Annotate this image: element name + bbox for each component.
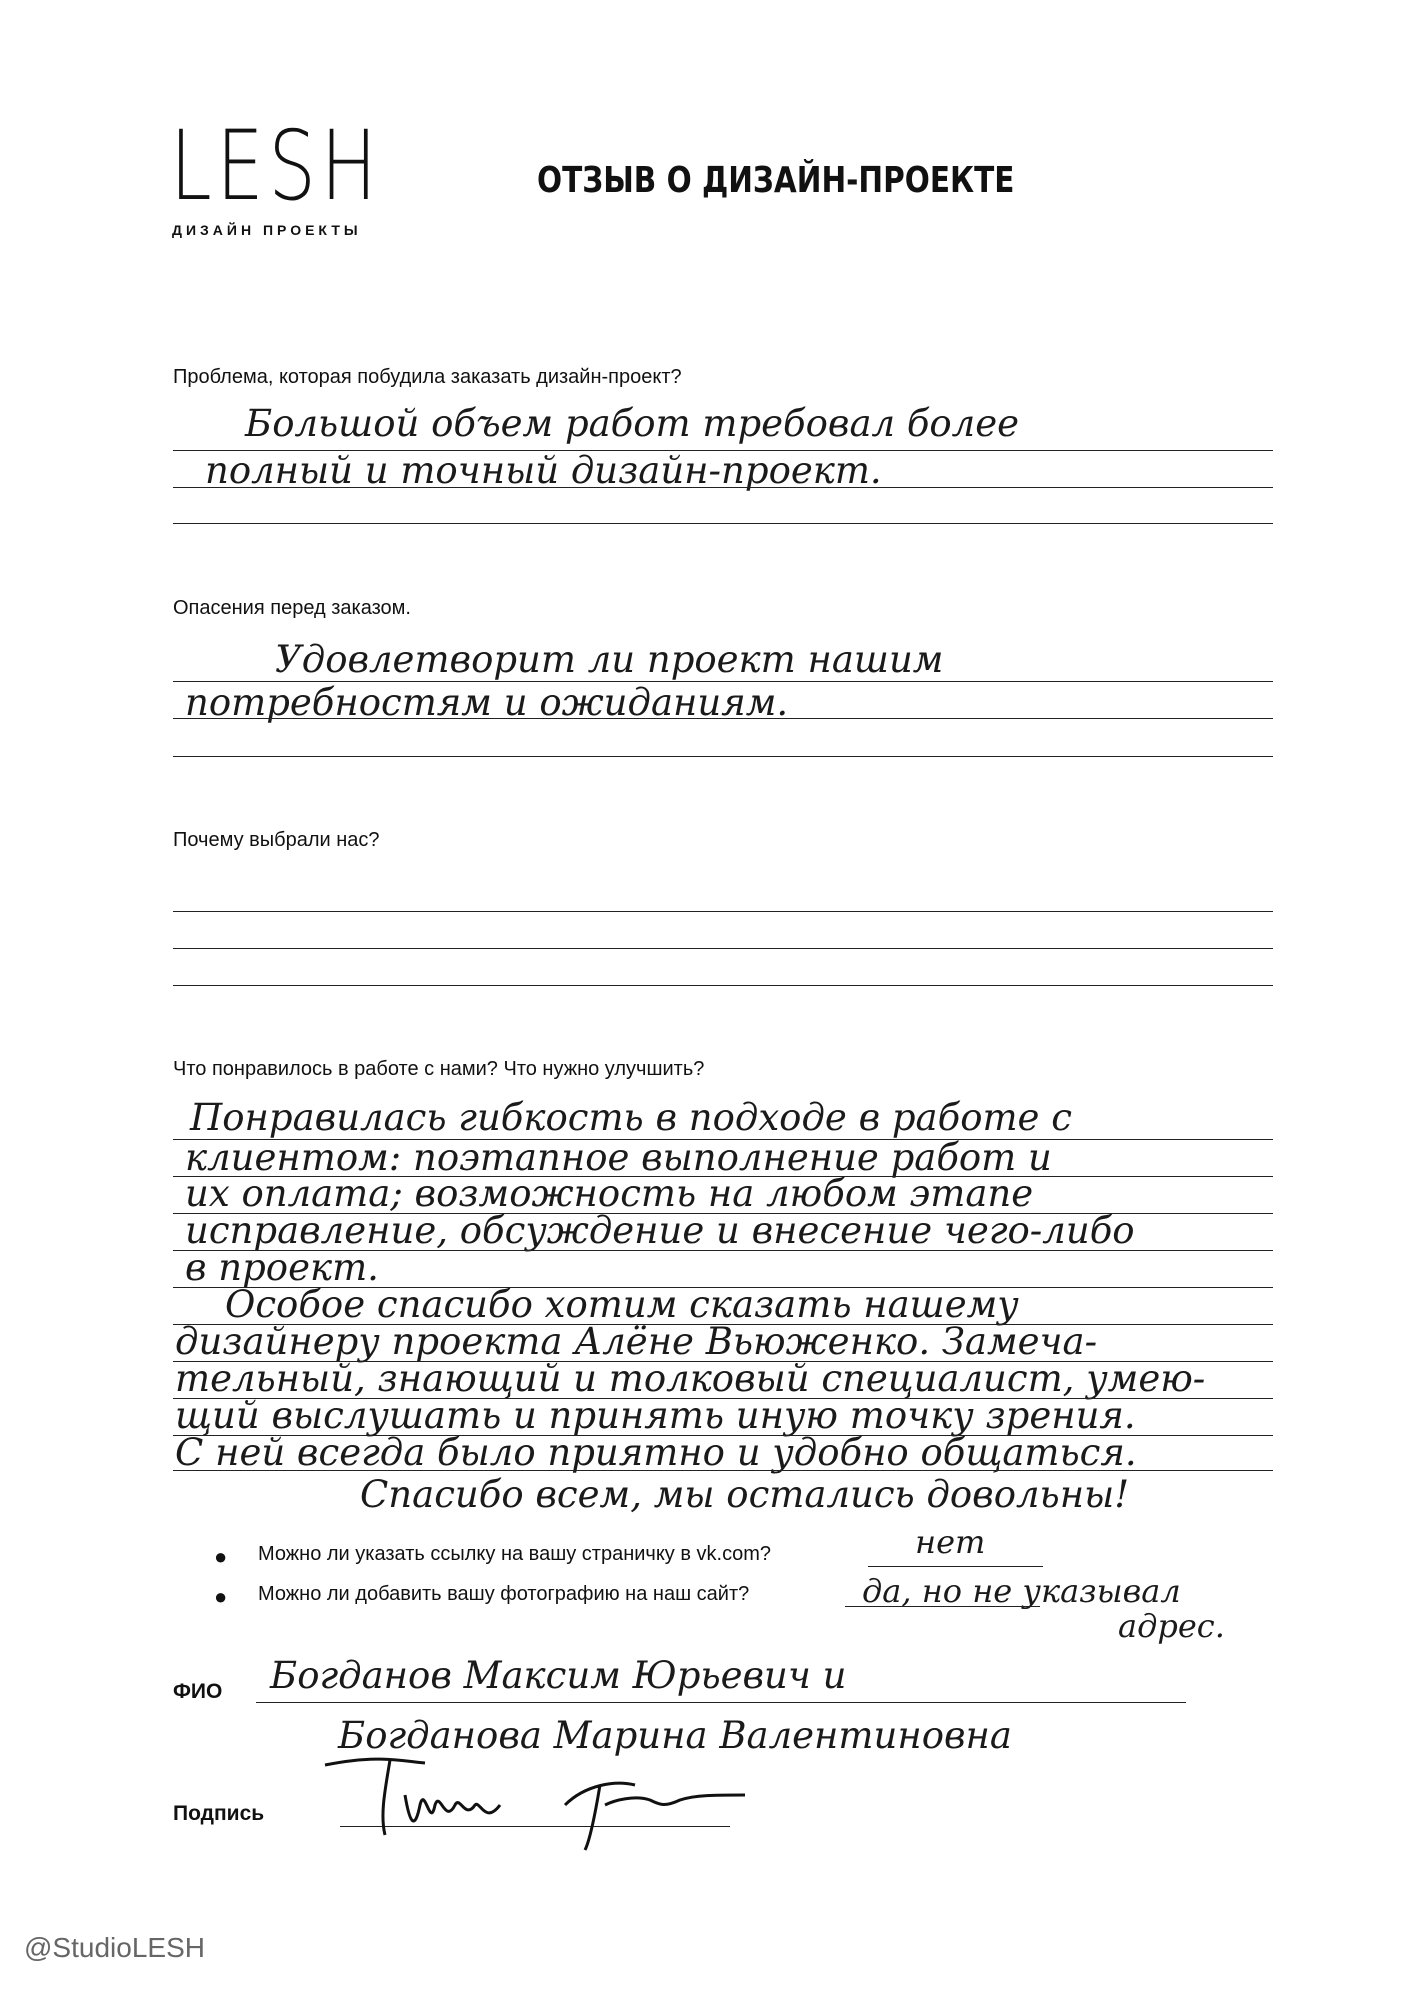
answer-rule — [173, 487, 1273, 488]
answer-photo-cont: адрес. — [1118, 1607, 1225, 1645]
answer-liked-line-2: клиентом: поэтапное выполнение работ и — [185, 1136, 1052, 1179]
question-photo: Можно ли добавить вашу фотографию на наш сайт? — [258, 1583, 750, 1605]
signature-label: Подпись — [173, 1802, 265, 1825]
answer-liked-line-6: Особое спасибо хотим сказать нашему — [225, 1283, 1019, 1326]
answer-liked-line-4: исправление, обсуждение и внесение чего-либо — [185, 1209, 1135, 1252]
watermark: @StudioLESH — [24, 1932, 205, 1963]
question-problem: Проблема, которая побудила заказать дизайн-проект? — [173, 366, 682, 388]
answer-concerns-line-2: потребностям и ожиданиям. — [185, 681, 789, 724]
answer-photo: да, но не указывал — [862, 1572, 1181, 1610]
answer-concerns-line-1: Удовлетворит ли проект нашим — [275, 638, 944, 681]
question-why-us: Почему выбрали нас? — [173, 829, 380, 851]
answer-rule — [173, 911, 1273, 912]
fio-line-2: Богданова Марина Валентиновна — [338, 1714, 1012, 1757]
answer-liked-line-1: Понравилась гибкость в подходе в работе с — [190, 1096, 1072, 1139]
question-liked-improve: Что понравилось в работе с нами? Что нужно улучшить? — [173, 1058, 705, 1080]
handwritten-signature — [315, 1745, 755, 1855]
answer-rule — [173, 1470, 1273, 1471]
answer-liked-line-5: в проект. — [185, 1246, 379, 1289]
answer-rule — [173, 718, 1273, 719]
answer-liked-line-10: С ней всегда было приятно и удобно общаться. — [175, 1431, 1137, 1474]
answer-rule — [173, 523, 1273, 524]
answer-vk-link: нет — [915, 1523, 986, 1561]
company-logo: LESH — [170, 110, 382, 222]
answer-problem-line-1: Большой объем работ требовал более — [245, 402, 1020, 445]
answer-rule — [845, 1606, 1040, 1607]
bullet: ● — [214, 1544, 228, 1569]
question-concerns: Опасения перед заказом. — [173, 597, 411, 619]
answer-liked-line-3: их оплата; возможность на любом этапе — [185, 1172, 1034, 1215]
bullet: ● — [214, 1584, 228, 1609]
answer-rule — [173, 985, 1273, 986]
document-title: ОТЗЫВ О ДИЗАЙН-ПРОЕКТЕ — [537, 160, 1015, 201]
answer-rule — [173, 756, 1273, 757]
fio-line-1: Богданов Максим Юрьевич и — [270, 1654, 847, 1697]
answer-rule — [868, 1566, 1043, 1567]
company-logo-subtitle: ДИЗАЙН ПРОЕКТЫ — [172, 222, 362, 238]
answer-liked-line-8: тельный, знающий и толковый специалист, умею- — [175, 1357, 1206, 1400]
answer-liked-line-7: дизайнеру проекта Алёне Вьюженко. Замеча- — [175, 1320, 1098, 1363]
fio-label: ФИО — [173, 1680, 223, 1703]
answer-closing: Спасибо всем, мы остались довольны! — [360, 1473, 1130, 1516]
answer-problem-line-2: полный и точный дизайн-проект. — [205, 449, 882, 492]
fio-rule — [256, 1702, 1186, 1703]
question-vk-link: Можно ли указать ссылку на вашу страничку в vk.com? — [258, 1543, 772, 1565]
answer-liked-line-9: щий выслушать и принять иную точку зрения. — [175, 1394, 1136, 1437]
answer-rule — [173, 948, 1273, 949]
